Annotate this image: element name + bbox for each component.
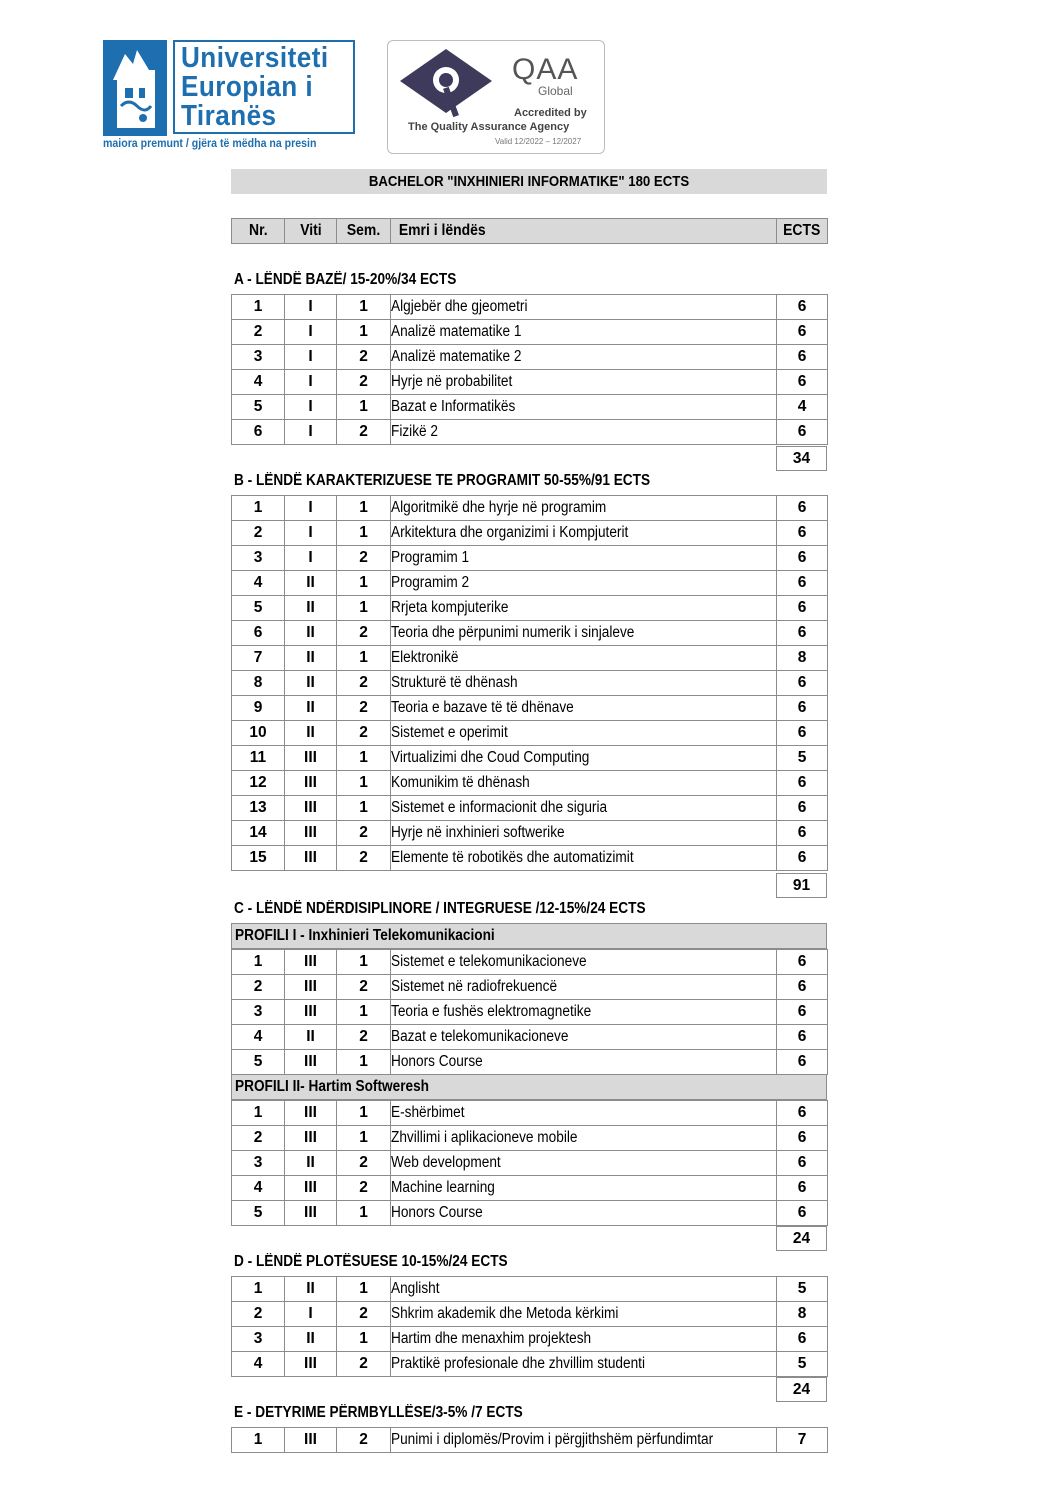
section-e-title: E - DETYRIME PËRMBYLLËSE/3-5% /7 ECTS [234, 1404, 523, 1421]
course-row [232, 596, 828, 621]
course-row [232, 950, 828, 975]
course-ects: 6 [777, 721, 828, 746]
course-semester: 1 [337, 1201, 391, 1226]
course-nr: 1 [232, 950, 285, 975]
course-ects: 6 [777, 596, 828, 621]
university-name-line-2: Europian i [181, 71, 314, 103]
course-year: III [285, 1352, 337, 1377]
section-c-profile2-table [231, 1100, 828, 1226]
course-year: I [285, 420, 337, 445]
course-ects: 6 [777, 671, 828, 696]
university-name-line-1: Universiteti [181, 42, 329, 74]
course-year: III [285, 1126, 337, 1151]
course-nr: 1 [232, 1428, 285, 1453]
section-b-total: 91 [776, 873, 827, 898]
course-semester: 1 [337, 571, 391, 596]
course-nr: 2 [232, 320, 285, 345]
course-semester: 1 [337, 1126, 391, 1151]
university-name-box [173, 40, 355, 134]
course-ects: 6 [777, 950, 828, 975]
section-d-title: D - LËNDË PLOTËSUESE 10-15%/24 ECTS [234, 1253, 508, 1270]
course-nr: 4 [232, 1352, 285, 1377]
course-row [232, 1050, 828, 1075]
col-header-viti: Viti [285, 219, 337, 244]
course-ects: 6 [777, 521, 828, 546]
course-nr: 6 [232, 621, 285, 646]
course-semester: 1 [337, 596, 391, 621]
section-c-title: C - LËNDË NDËRDISIPLINORE / INTEGRUESE /12-15%/24 ECTS [234, 900, 646, 917]
university-emblem-icon [103, 40, 167, 136]
course-ects: 6 [777, 821, 828, 846]
course-semester: 1 [337, 950, 391, 975]
course-row [232, 1176, 828, 1201]
course-year: II [285, 621, 337, 646]
section-d-table [231, 1276, 828, 1377]
course-name: Algjebër dhe gjeometri [391, 295, 777, 320]
course-row [232, 1101, 828, 1126]
course-row [232, 546, 828, 571]
course-nr: 7 [232, 646, 285, 671]
course-semester: 2 [337, 1025, 391, 1050]
course-ects: 6 [777, 295, 828, 320]
section-b-table [231, 495, 828, 871]
course-ects: 6 [777, 1327, 828, 1352]
course-ects: 6 [777, 1176, 828, 1201]
course-semester: 1 [337, 771, 391, 796]
course-row [232, 671, 828, 696]
course-row [232, 1000, 828, 1025]
qaa-validity: Valid 12/2022 – 12/2027 [495, 137, 582, 146]
col-header-ects: ECTS [777, 219, 828, 244]
course-nr: 5 [232, 1050, 285, 1075]
course-semester: 2 [337, 721, 391, 746]
program-title: BACHELOR "INXHINIERI INFORMATIKE" 180 ECTS [368, 173, 690, 190]
course-semester: 2 [337, 821, 391, 846]
course-year: I [285, 1302, 337, 1327]
course-semester: 1 [337, 1000, 391, 1025]
course-year: II [285, 721, 337, 746]
section-e-table [231, 1427, 828, 1453]
col-header-sem: Sem. [337, 219, 391, 244]
course-semester: 2 [337, 1428, 391, 1453]
section-a-total: 34 [776, 446, 827, 471]
course-nr: 1 [232, 1101, 285, 1126]
course-row [232, 1352, 828, 1377]
course-nr: 13 [232, 796, 285, 821]
course-nr: 1 [232, 295, 285, 320]
qaa-wordmark: QAA [512, 53, 579, 86]
course-name: Rrjeta kompjuterike [391, 596, 777, 621]
course-name: Sistemet e telekomunikacioneve [391, 950, 777, 975]
course-row [232, 345, 828, 370]
section-c-profile1-table [231, 949, 828, 1075]
course-row [232, 846, 828, 871]
course-ects: 5 [777, 1352, 828, 1377]
course-row [232, 496, 828, 521]
course-nr: 3 [232, 1151, 285, 1176]
course-row [232, 1151, 828, 1176]
course-nr: 5 [232, 1201, 285, 1226]
course-ects: 5 [777, 1277, 828, 1302]
course-year: III [285, 746, 337, 771]
course-name: Teoria e fushës elektromagnetike [391, 1000, 777, 1025]
course-semester: 2 [337, 345, 391, 370]
course-ects: 6 [777, 420, 828, 445]
course-ects: 6 [777, 771, 828, 796]
course-name: Teoria dhe përpunimi numerik i sinjaleve [391, 621, 777, 646]
qaa-accreditation-badge [387, 40, 605, 154]
course-name: Analizë matematike 1 [391, 320, 777, 345]
course-nr: 9 [232, 696, 285, 721]
course-ects: 6 [777, 696, 828, 721]
course-name: Arkitektura dhe organizimi i Kompjuterit [391, 521, 777, 546]
course-semester: 2 [337, 546, 391, 571]
course-semester: 1 [337, 395, 391, 420]
course-row [232, 1428, 828, 1453]
course-row [232, 571, 828, 596]
qaa-q-icon [398, 47, 494, 121]
course-name: Sistemet në radiofrekuencë [391, 975, 777, 1000]
course-year: II [285, 1025, 337, 1050]
section-c-profile2-header [231, 1074, 827, 1100]
course-year: III [285, 1101, 337, 1126]
course-name: Honors Course [391, 1201, 777, 1226]
section-c-profile1-header [231, 923, 827, 949]
course-row [232, 1277, 828, 1302]
course-name: Strukturë të dhënash [391, 671, 777, 696]
course-nr: 4 [232, 571, 285, 596]
course-ects: 6 [777, 320, 828, 345]
course-semester: 2 [337, 1302, 391, 1327]
course-semester: 2 [337, 696, 391, 721]
course-row [232, 395, 828, 420]
course-semester: 2 [337, 621, 391, 646]
course-nr: 8 [232, 671, 285, 696]
course-name: Programim 1 [391, 546, 777, 571]
course-row [232, 1025, 828, 1050]
course-name: Shkrim akademik dhe Metoda kërkimi [391, 1302, 777, 1327]
course-nr: 2 [232, 1126, 285, 1151]
course-nr: 2 [232, 521, 285, 546]
course-nr: 1 [232, 1277, 285, 1302]
course-row [232, 746, 828, 771]
course-name: Programim 2 [391, 571, 777, 596]
course-semester: 2 [337, 370, 391, 395]
course-nr: 4 [232, 1176, 285, 1201]
program-title-bar [231, 169, 827, 194]
course-year: II [285, 571, 337, 596]
course-semester: 1 [337, 320, 391, 345]
course-year: I [285, 521, 337, 546]
course-year: III [285, 846, 337, 871]
course-name: Punimi i diplomës/Provim i përgjithshëm përfundimtar [391, 1428, 777, 1453]
course-row [232, 1327, 828, 1352]
column-header-table [231, 218, 828, 244]
course-nr: 15 [232, 846, 285, 871]
course-ects: 8 [777, 1302, 828, 1327]
course-row [232, 1201, 828, 1226]
course-name: Zhvillimi i aplikacioneve mobile [391, 1126, 777, 1151]
course-year: II [285, 671, 337, 696]
course-semester: 1 [337, 521, 391, 546]
section-d-total: 24 [776, 1377, 827, 1402]
course-nr: 5 [232, 596, 285, 621]
course-row [232, 621, 828, 646]
course-year: II [285, 696, 337, 721]
course-row [232, 370, 828, 395]
course-nr: 3 [232, 1327, 285, 1352]
course-ects: 7 [777, 1428, 828, 1453]
course-ects: 6 [777, 975, 828, 1000]
course-ects: 6 [777, 1000, 828, 1025]
course-year: III [285, 796, 337, 821]
course-row [232, 295, 828, 320]
course-nr: 4 [232, 370, 285, 395]
course-row [232, 696, 828, 721]
university-name-line-3: Tiranës [181, 100, 277, 132]
course-row [232, 771, 828, 796]
section-a-title: A - LËNDË BAZË/ 15-20%/34 ECTS [234, 271, 457, 288]
course-semester: 2 [337, 671, 391, 696]
course-semester: 1 [337, 295, 391, 320]
course-nr: 3 [232, 1000, 285, 1025]
course-name: Elemente të robotikës dhe automatizimit [391, 846, 777, 871]
course-ects: 6 [777, 345, 828, 370]
course-semester: 2 [337, 1151, 391, 1176]
column-header-row [232, 219, 828, 244]
course-semester: 1 [337, 1101, 391, 1126]
course-year: II [285, 1277, 337, 1302]
course-name: Teoria e bazave të të dhënave [391, 696, 777, 721]
course-year: III [285, 975, 337, 1000]
course-nr: 2 [232, 975, 285, 1000]
course-nr: 1 [232, 496, 285, 521]
section-c-total: 24 [776, 1226, 827, 1251]
course-nr: 12 [232, 771, 285, 796]
course-row [232, 1126, 828, 1151]
course-name: Hyrje në probabilitet [391, 370, 777, 395]
course-name: Hyrje në inxhinieri softwerike [391, 821, 777, 846]
course-year: III [285, 1176, 337, 1201]
qaa-global-label: Global [538, 84, 573, 98]
course-name: Algoritmikë dhe hyrje në programim [391, 496, 777, 521]
course-year: I [285, 395, 337, 420]
course-ects: 6 [777, 546, 828, 571]
course-name: Sistemet e informacionit dhe siguria [391, 796, 777, 821]
course-semester: 2 [337, 1176, 391, 1201]
course-year: III [285, 1428, 337, 1453]
course-nr: 4 [232, 1025, 285, 1050]
course-row [232, 1302, 828, 1327]
course-year: III [285, 1000, 337, 1025]
course-nr: 11 [232, 746, 285, 771]
section-a-table [231, 294, 828, 445]
course-row [232, 646, 828, 671]
course-year: III [285, 950, 337, 975]
course-nr: 3 [232, 345, 285, 370]
course-name: Bazat e Informatikës [391, 395, 777, 420]
course-year: II [285, 1151, 337, 1176]
course-name: Honors Course [391, 1050, 777, 1075]
course-ects: 6 [777, 1050, 828, 1075]
course-ects: 6 [777, 1126, 828, 1151]
course-year: I [285, 320, 337, 345]
course-row [232, 975, 828, 1000]
course-ects: 6 [777, 1101, 828, 1126]
course-ects: 4 [777, 395, 828, 420]
course-name: Virtualizimi dhe Coud Computing [391, 746, 777, 771]
course-ects: 6 [777, 1201, 828, 1226]
course-nr: 14 [232, 821, 285, 846]
course-ects: 6 [777, 571, 828, 596]
course-nr: 10 [232, 721, 285, 746]
university-logo [103, 40, 355, 155]
course-semester: 1 [337, 646, 391, 671]
course-ects: 6 [777, 621, 828, 646]
course-year: II [285, 1327, 337, 1352]
course-semester: 1 [337, 1327, 391, 1352]
course-semester: 2 [337, 420, 391, 445]
course-ects: 6 [777, 370, 828, 395]
col-header-nr: Nr. [232, 219, 285, 244]
course-year: II [285, 646, 337, 671]
course-semester: 1 [337, 1277, 391, 1302]
col-header-name: Emri i lëndës [391, 219, 777, 244]
course-semester: 1 [337, 496, 391, 521]
course-year: I [285, 295, 337, 320]
profile-1-title: PROFILI I - Inxhinieri Telekomunikacioni [232, 924, 827, 949]
course-name: Machine learning [391, 1176, 777, 1201]
course-nr: 5 [232, 395, 285, 420]
course-ects: 6 [777, 1025, 828, 1050]
course-row [232, 721, 828, 746]
course-nr: 2 [232, 1302, 285, 1327]
course-year: I [285, 546, 337, 571]
university-motto: maiora premunt / gjëra të mëdha na presin [103, 138, 317, 150]
course-semester: 1 [337, 796, 391, 821]
course-name: Hartim dhe menaxhim projektesh [391, 1327, 777, 1352]
course-name: E-shërbimet [391, 1101, 777, 1126]
course-row [232, 420, 828, 445]
course-year: I [285, 345, 337, 370]
course-year: I [285, 370, 337, 395]
course-name: Elektronikë [391, 646, 777, 671]
course-year: II [285, 596, 337, 621]
course-semester: 1 [337, 746, 391, 771]
course-year: III [285, 821, 337, 846]
course-name: Analizë matematike 2 [391, 345, 777, 370]
course-year: III [285, 771, 337, 796]
course-name: Komunikim të dhënash [391, 771, 777, 796]
course-semester: 2 [337, 975, 391, 1000]
course-year: III [285, 1050, 337, 1075]
course-semester: 1 [337, 1050, 391, 1075]
course-nr: 3 [232, 546, 285, 571]
course-row [232, 521, 828, 546]
course-ects: 6 [777, 1151, 828, 1176]
course-name: Sistemet e operimit [391, 721, 777, 746]
course-name: Bazat e telekomunikacioneve [391, 1025, 777, 1050]
section-b-title: B - LËNDË KARAKTERIZUESE TE PROGRAMIT 50-55%/91 ECTS [234, 472, 651, 489]
course-row [232, 796, 828, 821]
course-ects: 8 [777, 646, 828, 671]
qaa-agency-name: The Quality Assurance Agency [408, 121, 570, 133]
course-name: Anglisht [391, 1277, 777, 1302]
qaa-accredited-by: Accredited by [514, 107, 587, 119]
course-year: I [285, 496, 337, 521]
course-ects: 6 [777, 496, 828, 521]
course-ects: 5 [777, 746, 828, 771]
course-name: Fizikë 2 [391, 420, 777, 445]
course-ects: 6 [777, 796, 828, 821]
course-name: Web development [391, 1151, 777, 1176]
profile-2-title: PROFILI II- Hartim Softweresh [232, 1075, 827, 1100]
course-row [232, 821, 828, 846]
course-semester: 2 [337, 1352, 391, 1377]
course-nr: 6 [232, 420, 285, 445]
course-year: III [285, 1201, 337, 1226]
course-ects: 6 [777, 846, 828, 871]
course-name: Praktikë profesionale dhe zhvillim studenti [391, 1352, 777, 1377]
course-row [232, 320, 828, 345]
course-semester: 2 [337, 846, 391, 871]
